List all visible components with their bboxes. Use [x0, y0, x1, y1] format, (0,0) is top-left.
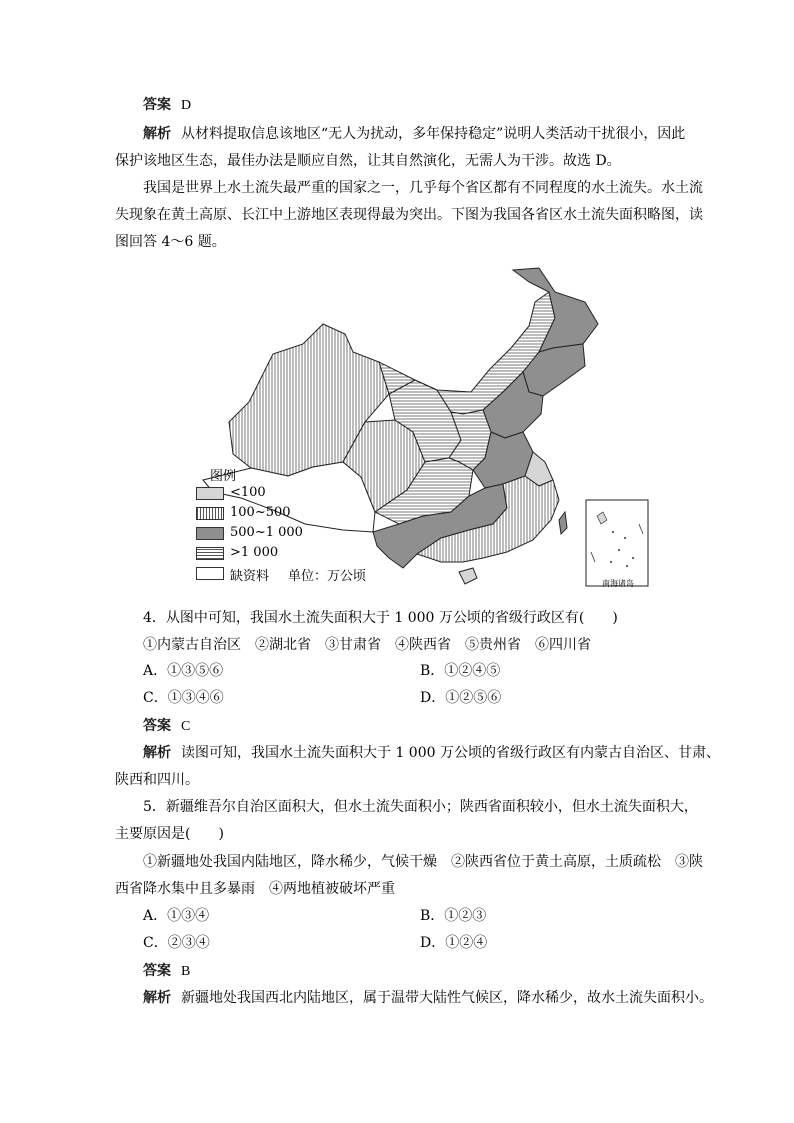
legend-swatch — [196, 507, 224, 520]
q4-option-c: C．①③④⑥ — [143, 690, 224, 706]
intro-line1: 我国是世界上水土流失最严重的国家之一，几乎每个省区都有不同程度的水土流失。水土流 — [143, 180, 703, 196]
legend-swatch — [196, 527, 224, 540]
q4-items: ①内蒙古自治区 ②湖北省 ③甘肃省 ④陕西省 ⑤贵州省 ⑥四川省 — [143, 637, 591, 653]
intro-line2: 失现象在黄土高原、长江中上游地区表现得最为突出。下图为我国各省区水土流失面积略图，读 — [115, 207, 703, 223]
legend-label: 100~500 — [230, 505, 291, 520]
q5-analysis-line1 — [143, 988, 713, 1008]
q4-option-d: D．①②⑤⑥ — [420, 690, 502, 706]
inset-label: 南海诸岛 — [602, 579, 634, 588]
legend-unit: 单位：万公顷 — [288, 569, 367, 584]
answer-value: C — [181, 719, 191, 734]
legend-label: 500~1 000 — [230, 525, 303, 540]
q5-option-c: C．②③④ — [143, 935, 210, 951]
analysis-text: 新疆地处我国西北内陆地区，属于温带大陆性气候区，降水稀少，故水土流失面积小。 — [181, 990, 713, 1006]
q4-answer-line — [143, 716, 190, 737]
legend-label: <100 — [230, 485, 266, 500]
region-hainan — [459, 568, 477, 584]
legend-title: 图例 — [210, 469, 237, 484]
q5-stem-line2: 主要原因是( ) — [115, 826, 224, 842]
legend-label: 缺资料 — [230, 569, 270, 584]
answer-tag: 答案 — [143, 963, 171, 979]
q5-option-b: B．①②③ — [420, 908, 487, 924]
legend-swatch — [196, 487, 224, 500]
q3-answer-line — [143, 95, 191, 116]
analysis-tag: 解析 — [143, 990, 171, 1006]
intro-line3: 图回答 4～6 题。 — [115, 234, 226, 250]
q5-answer-line — [143, 961, 190, 982]
analysis-text: 读图可知，我国水土流失面积大于 1 000 万公顷的省级行政区有内蒙古自治区、甘肃、 — [181, 745, 720, 761]
answer-value: D — [181, 98, 192, 113]
answer-tag: 答案 — [143, 97, 171, 113]
q3-analysis-line1 — [143, 124, 685, 144]
q4-analysis-line1 — [143, 743, 720, 763]
legend-swatch — [196, 547, 224, 560]
q4-option-a: A．①③⑤⑥ — [143, 663, 224, 679]
answer-tag: 答案 — [143, 718, 171, 734]
south-sea-inset — [586, 500, 648, 586]
q5-option-a: A．①③④ — [143, 908, 210, 924]
q4-stem: 4．从图中可知，我国水土流失面积大于 1 000 万公顷的省级行政区有( ) — [143, 610, 618, 626]
region-taiwan — [559, 512, 567, 534]
legend-swatch — [196, 567, 224, 580]
q5-items-line1: ①新疆地处我国内陆地区，降水稀少，气候干燥 ②陕西省位于黄土高原，土质疏松 ③陕 — [143, 854, 703, 870]
analysis-tag: 解析 — [143, 745, 171, 761]
q4-option-b: B．①②④⑤ — [420, 663, 501, 679]
analysis-tag: 解析 — [143, 126, 171, 142]
analysis-text: 从材料提取信息该地区“无人为扰动，多年保持稳定”说明人类活动干扰很小，因此 — [181, 126, 686, 142]
answer-value: B — [181, 964, 191, 979]
legend-label: >1 000 — [230, 545, 279, 560]
q5-option-d: D．①②④ — [420, 935, 488, 951]
q4-analysis-line2: 陕西和四川。 — [115, 772, 199, 788]
q5-stem-line1: 5．新疆维吾尔自治区面积大，但水土流失面积小；陕西省面积较小，但水土流失面积大， — [143, 799, 698, 815]
q3-analysis-line2: 保护该地区生态，最佳办法是顺应自然，让其自然演化，无需人为干涉。故选 D。 — [115, 153, 621, 169]
q5-items-line2: 西省降水集中且多暴雨 ④两地植被破坏严重 — [115, 881, 395, 897]
